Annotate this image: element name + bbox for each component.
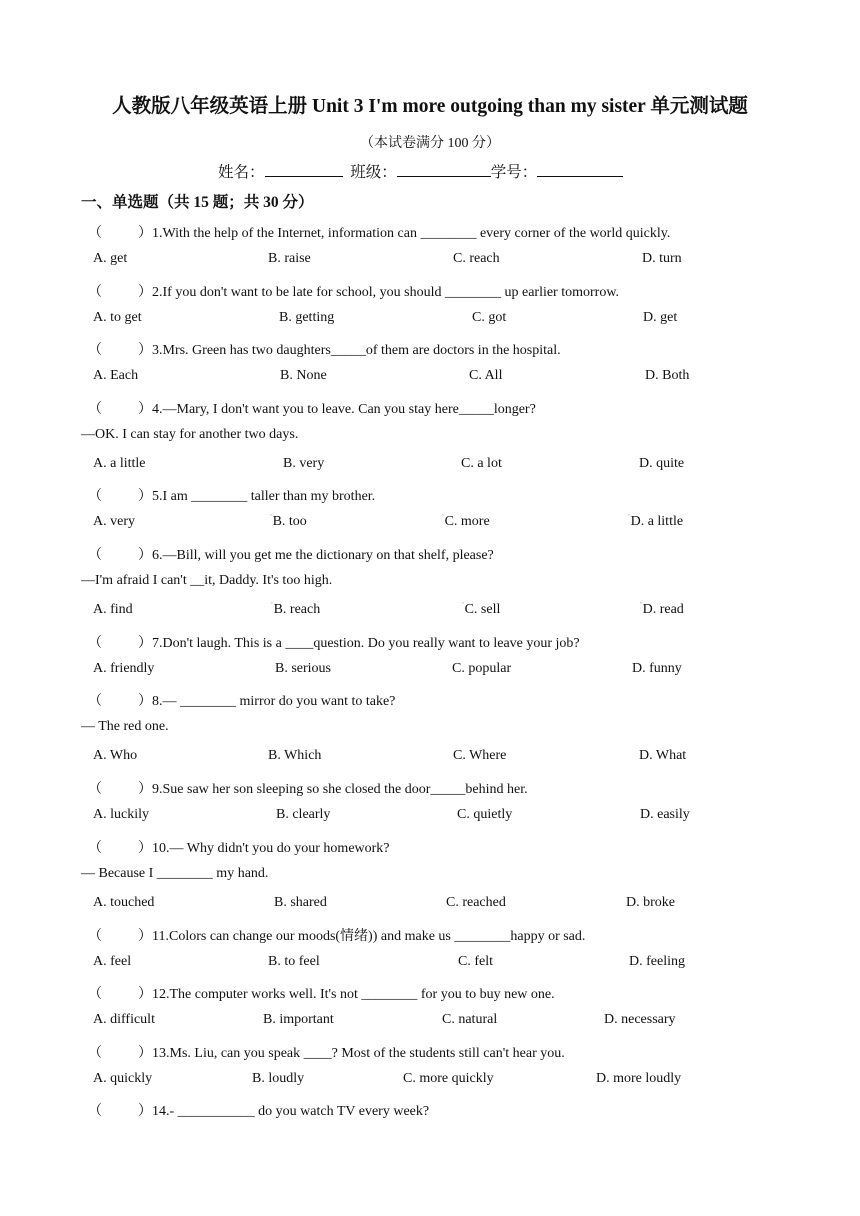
option-d: D. necessary [604,1012,676,1027]
question-13: （ ）13.Ms. Liu, can you speak ____? Most of the students still can't hear you. [88,1042,565,1062]
question-14: （ ）14.- ___________ do you watch TV every week? [88,1100,429,1120]
answer-bracket: （ [88,694,102,709]
answer-bracket: （ [88,1046,102,1061]
question-text: 13.Ms. Liu, can you speak ____? Most of the students still can't hear you. [152,1046,565,1061]
option-b: $^{^n}$B. too [270,514,307,529]
option-c: C. a lot [461,456,502,471]
option-c: C. more quickly [403,1071,494,1086]
question-text: 3.Mrs. Green has two daughters_____of them are doctors in the hospital. [152,343,561,358]
question-9: （ ）9.Sue saw her son sleeping so she closed the door_____behind her. [88,778,528,798]
anchor-mark: ⁿ [462,602,464,607]
option-c: C. popular [452,661,512,676]
option-d: D. funny [632,661,682,676]
answer-bracket: （ [88,226,102,241]
answer-bracket: （ [88,636,102,651]
option-a: A. difficult [93,1012,155,1027]
id-blank [537,160,623,177]
option-b: B. loudly [252,1071,305,1086]
question-1: （ ）1.With the help of the Internet, information can ________ every corner of the world quickly. [88,222,670,242]
option-a: A. get [93,251,128,266]
option-c: C. got [472,310,507,325]
anchor-mark: ⁿ [640,602,642,607]
dialogue-line: — Because I ________ my hand. [81,866,269,881]
option-a: A. feel [93,954,132,969]
id-label: 学号： [490,164,538,181]
question-text: 2.If you don't want to be late for school, you should ________ up earlier tomorrow. [152,285,620,300]
option-b: B. important [263,1012,334,1027]
anchor-mark: ⁿ [270,514,272,519]
option-b: $^{^n}$B. reach [271,602,321,617]
dialogue-line: — The red one. [81,719,169,734]
question-text: 9.Sue saw her son sleeping so she closed the door_____behind her. [152,782,528,797]
option-d: D. feeling [629,954,685,969]
option-b: B. clearly [276,807,331,822]
option-d: D. more loudly [596,1071,682,1086]
question-text: 7.Don't laugh. This is a ____question. Do you really want to leave your job? [152,636,580,651]
option-c: C. All [469,368,503,383]
answer-bracket: （ [88,489,102,504]
question-text: 5.I am ________ taller than my brother. [152,489,376,504]
question-7: （ ）7.Don't laugh. This is a ____question. Do you really want to leave your job? [88,632,580,652]
question-text: 12.The computer works well. It's not ________ for you to buy new one. [152,987,555,1002]
option-c: $^{^n}$C. more [442,514,490,529]
option-a: A. to get [93,310,142,325]
question-text: 1.With the help of the Internet, information can ________ every corner of the world quickly. [152,226,671,241]
class-label: 班级： [350,164,397,181]
anchor-mark: ⁿ [628,514,630,519]
answer-bracket: （ [88,402,102,417]
answer-bracket: （ [88,987,102,1002]
option-b: B. None [280,368,327,383]
option-a: A. luckily [93,807,149,822]
option-a: A. Each [93,368,139,383]
option-a: A. Who [93,748,138,763]
name-label: 姓名： [218,164,265,181]
answer-bracket: （ [88,929,102,944]
option-d: D. quite [639,456,685,471]
answer-bracket: （ [88,782,102,797]
question-5: （ ）5.I am ________ taller than my brother. [88,485,375,505]
question-2: （ ）2.If you don't want to be late for school, you should ________ up earlier tomorrow. [88,281,619,301]
option-d: D. get [643,310,678,325]
answer-bracket: （ [88,1104,102,1119]
option-a: A. friendly [93,661,155,676]
option-a: A. quickly [93,1071,153,1086]
dialogue-line: —I'm afraid I can't __it, Daddy. It's too high. [81,573,333,588]
student-info-line [218,160,623,182]
question-8: （ ）8.— ________ mirror do you want to take? [88,690,395,710]
option-d: D. easily [640,807,690,822]
option-b: B. very [283,456,325,471]
question-text: 14.- ___________ do you watch TV every week? [152,1104,430,1119]
question-text: 4.—Mary, I don't want you to leave. Can you stay here_____longer? [152,402,536,417]
answer-bracket: （ [88,548,102,563]
question-12: （ ）12.The computer works well. It's not ________ for you to buy new one. [88,983,555,1003]
score-note: （本试卷满分 100 分） [360,136,500,151]
option-c: C. felt [458,954,493,969]
anchor-mark: ⁿ [442,514,444,519]
option-c: C. natural [442,1012,498,1027]
option-b: B. Which [268,748,322,763]
question-text: 10.— Why didn't you do your homework? [152,841,390,856]
option-d: D. turn [642,251,682,266]
question-text: 11.Colors can change our moods(情绪)) and make us ________happy or sad. [152,929,586,944]
question-11: （ ）11.Colors can change our moods(情绪)) and make us ________happy or sad. [88,925,585,945]
option-c: C. reach [453,251,500,266]
option-b: B. serious [275,661,331,676]
question-3: （ ）3.Mrs. Green has two daughters_____of them are doctors in the hospital. [88,339,561,359]
option-b: B. shared [274,895,327,910]
option-b: B. raise [268,251,311,266]
option-c: C. quietly [457,807,513,822]
answer-bracket: （ [88,343,102,358]
option-a: A. a little [93,456,146,471]
option-d: D. broke [626,895,675,910]
question-text: 6.—Bill, will you get me the dictionary on that shelf, please? [152,548,494,563]
option-a: A. touched [93,895,155,910]
option-b: B. to feel [268,954,320,969]
option-b: B. getting [279,310,335,325]
option-c: C. reached [446,895,506,910]
option-a: A. find [93,602,133,617]
option-d: D. What [639,748,687,763]
option-a: A. very [93,514,135,529]
anchor-mark: ⁿ [271,602,273,607]
option-d: D. Both [645,368,690,383]
question-4: （ ）4.—Mary, I don't want you to leave. Can you stay here_____longer? [88,398,536,418]
option-c: $^{^n}$C. sell [462,602,501,617]
answer-bracket: （ [88,285,102,300]
question-6: （ ）6.—Bill, will you get me the dictionary on that shelf, please? [88,544,494,564]
answer-bracket: （ [88,841,102,856]
question-text: 8.— ________ mirror do you want to take? [152,694,396,709]
class-blank [397,160,491,177]
dialogue-line: —OK. I can stay for another two days. [81,427,299,442]
option-c: C. Where [453,748,507,763]
option-d: $^{^n}$D. a little [628,514,684,529]
name-blank [265,160,343,177]
option-d: $^{^n}$D. read [640,602,684,617]
page-title: 人教版八年级英语上册 Unit 3 I'm more outgoing than my sister 单元测试题 [112,96,748,117]
section-heading: 一、单选题（共 15 题；共 30 分） [81,194,314,211]
question-10: （ ）10.— Why didn't you do your homework? [88,837,390,857]
